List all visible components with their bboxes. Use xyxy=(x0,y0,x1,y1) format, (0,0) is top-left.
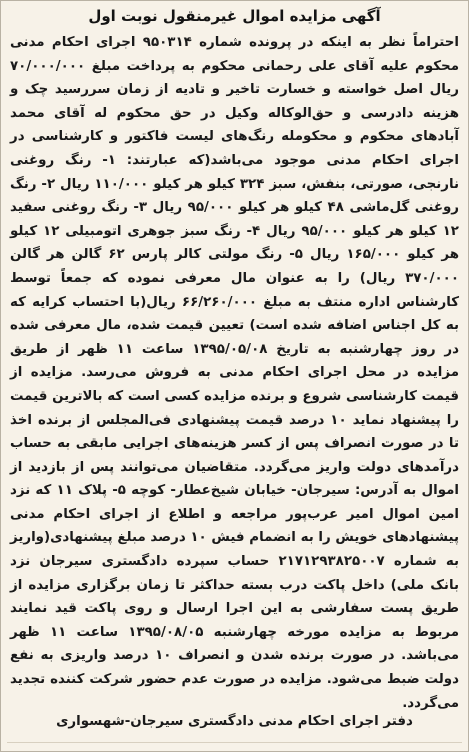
notice-footer: دفتر اجرای احکام مدنی دادگستری سیرجان-شهسواری xyxy=(56,714,413,729)
notice-title: آگهی مزایده اموال غیرمنقول نوبت اول xyxy=(88,7,381,25)
notice-body: احتراماً نظر به اینکه در پرونده شماره ۹۵۰۳۱۴ اجرای احکام مدنی محکوم علیه آقای علی رحمانی محکوم به پرداخت مبلغ ۷۰/۰۰۰/۰۰۰ ریال اصل خواسته و خسارت تاخیر و تادیه از زمان سررسید چک و هزینه دادرسی و حق‌الوکاله وکیل در حق محکوم له آقای محمد آبادهای محکوم و محکومله رنگ‌های لیست فاکتور و کارشناسی در اجرای احکام مدنی موجود می‌باشد(که عبارتند: ۱- رنگ روغنی نارنجی، صورتی، بنفش، سبز ۳۲۴ کیلو هر کیلو ۱۱۰/۰۰۰ ریال ۲- رنگ روغنی گل‌ماشی ۴۸ کیلو هر کیلو ۹۵/۰۰۰ ریال ۳- رنگ روغنی سفید ۱۲ کیلو هر کیلو ۹۵/۰۰۰ ریال ۴- رنگ سبز جوهری اتومبیلی ۱۲ کیلو هر کیلو ۱۶۵/۰۰۰ ریال ۵- رنگ مولتی کالر پارس ۶۲ گالن هر گالن ۳۷۰/۰۰۰ ریال) را به عنوان مال معرفی نموده که جمعاً توسط کارشناس اداره منتف به مبلغ ۶۶/۲۶۰/۰۰۰ ریال(با احتساب کرایه که به کل اجناس اضافه شده است) تعیین قیمت شده، مال معرفی شده در روز چهارشنبه به تاریخ ۱۳۹۵/۰۵/۰۸ ساعت ۱۱ ظهر از طریق مزایده در محل اجرای احکام مدنی به فروش می‌رسد. مزایده از قیمت کارشناسی شروع و برنده مزایده کسی است که بالاترین قیمت را پیشنهاد نماید ۱۰ درصد قیمت پیشنهادی فی‌المجلس از برنده اخذ تا در صورت انصراف پس از کسر هزینه‌های اجرایی مابقی به حساب درآمدهای دولت واریز می‌گردد. متقاضیان می‌توانند پس از بازدید از اموال به آدرس: سیرجان- خیابان شیخ‌عطار- کوچه ۵- پلاک ۱۱ که نزد امین اموال امیر عرب‌پور مراجعه و اطلاع از اجرای احکام مدنی پیشنهادهای خویش را به انضمام فیش ۱۰ درصد مبلغ پیشنهادی(واریز به شماره ۲۱۷۱۲۹۳۸۲۵۰۰۷ حساب سپرده دادگستری سیرجان نزد بانک ملی) داخل پاکت درب بسته حداکثر تا زمان برگزاری مزایده از طریق پست سفارشی به این اجرا ارسال و روی پاکت قید نمایند مربوط به مزایده مورخه چهارشنبه ۱۳۹۵/۰۸/۰۵ ساعت ۱۱ ظهر می‌باشد. در صورت برنده شدن و انصراف ۱۰ درصد واریزی به نفع دولت ضبط می‌شود. مزایده در صورت عدم حضور شرکت کننده تجدید می‌گردد. xyxy=(10,35,460,711)
bottom-divider xyxy=(7,742,462,743)
